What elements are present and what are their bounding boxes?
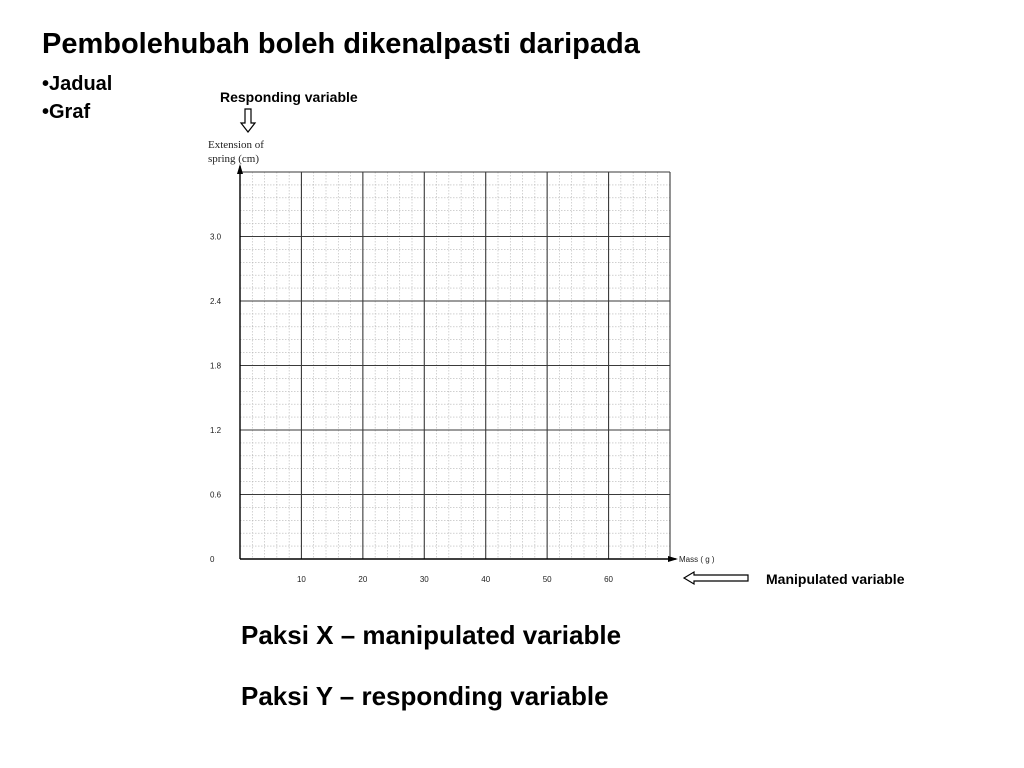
axis-y-note: Paksi Y – responding variable [241, 681, 609, 711]
x-tick-label: 30 [419, 575, 429, 584]
y-tick-label: 2.4 [210, 297, 222, 306]
bullet-jadual: •Jadual [42, 73, 113, 95]
y-tick-labels [210, 233, 222, 565]
spring-extension-graph [200, 130, 740, 590]
bullet-graf: •Graf [42, 101, 91, 123]
x-tick-label: 20 [358, 575, 368, 584]
y-axis-arrowhead [237, 164, 243, 174]
major-grid [240, 172, 670, 559]
x-axis-arrowhead [668, 556, 678, 562]
y-axis-title-line-2: spring (cm) [208, 153, 260, 165]
x-tick-label: 40 [481, 575, 491, 584]
x-tick-label: 60 [604, 575, 614, 584]
y-axis-title-line-1: Extension of [208, 139, 264, 151]
left-arrow-icon [682, 570, 752, 586]
axis-x-note: Paksi X – manipulated variable [241, 620, 622, 650]
y-tick-label: 0 [210, 555, 215, 564]
slide-title: Pembolehubah boleh dikenalpasti daripada [42, 28, 640, 60]
y-tick-label: 1.2 [210, 426, 222, 435]
manipulated-variable-label: Manipulated variable [766, 571, 905, 587]
bullet-list [42, 70, 112, 126]
x-tick-labels [297, 575, 614, 584]
responding-variable-label: Responding variable [220, 89, 358, 105]
y-tick-label: 0.6 [210, 490, 222, 500]
y-tick-label: 1.8 [210, 361, 222, 371]
x-axis-title: Mass ( g ) [679, 555, 715, 564]
x-tick-label: 50 [542, 575, 552, 584]
y-tick-label: 3.0 [210, 232, 222, 242]
x-tick-label: 10 [296, 575, 306, 584]
